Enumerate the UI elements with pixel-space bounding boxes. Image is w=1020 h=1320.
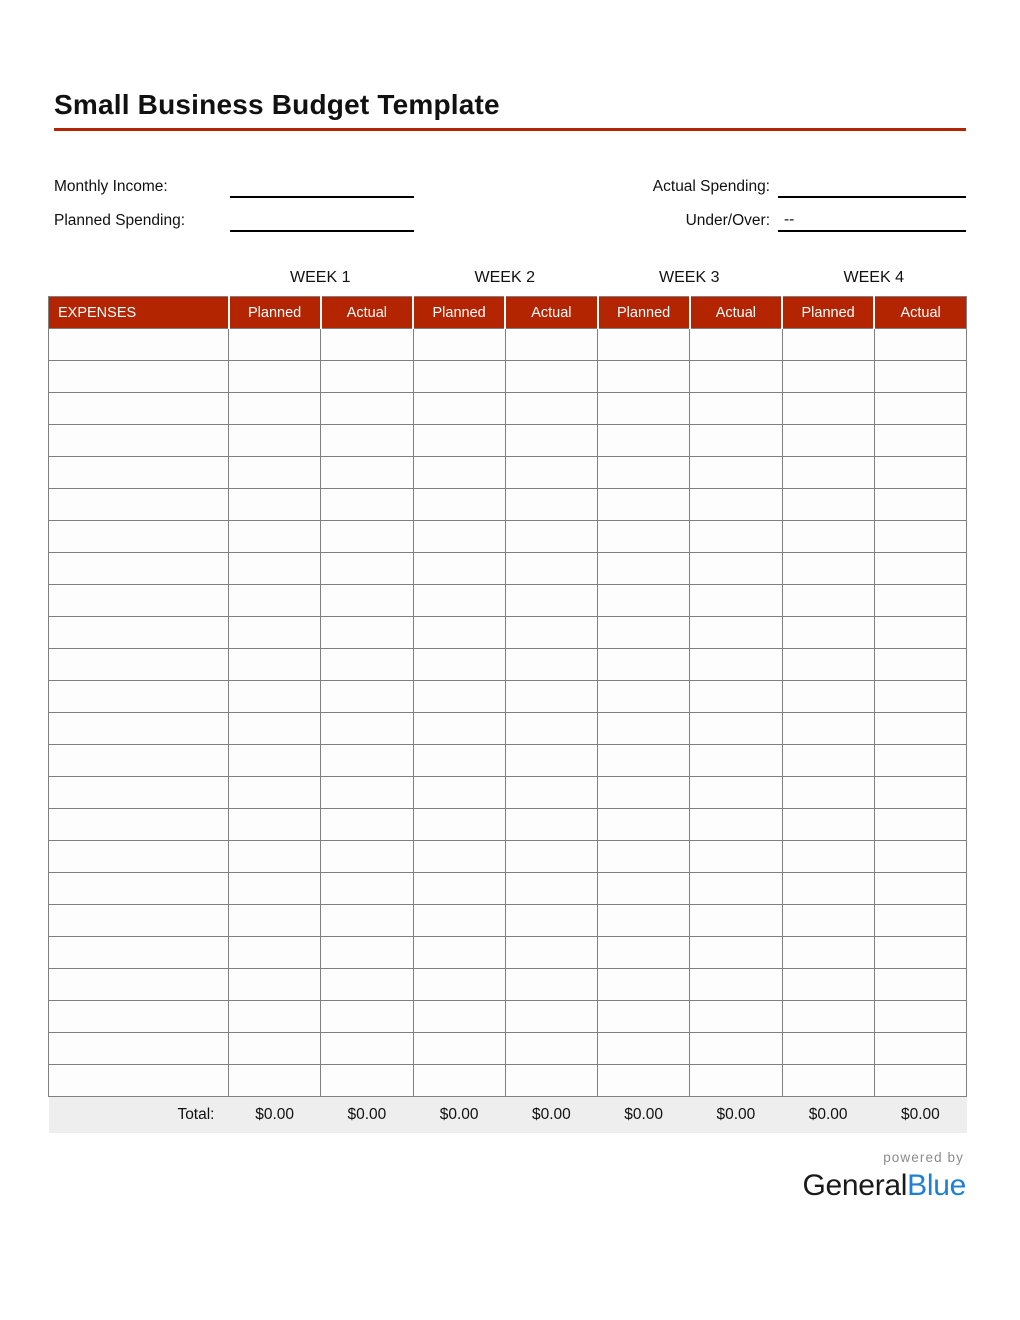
table-row	[49, 393, 967, 425]
amount-cell[interactable]	[505, 393, 597, 425]
amount-cell[interactable]	[690, 777, 782, 809]
column-header-w2-planned: Planned	[413, 297, 505, 329]
table-row	[49, 617, 967, 649]
amount-cell[interactable]	[413, 1001, 505, 1033]
planned-spending-label: Planned Spending:	[54, 212, 186, 229]
amount-cell[interactable]	[505, 521, 597, 553]
amount-cell[interactable]	[874, 809, 966, 841]
amount-cell[interactable]	[321, 841, 413, 873]
table-row	[49, 809, 967, 841]
amount-cell[interactable]	[413, 777, 505, 809]
amount-cell[interactable]	[690, 745, 782, 777]
amount-cell[interactable]	[874, 873, 966, 905]
amount-cell[interactable]	[874, 937, 966, 969]
amount-cell[interactable]	[598, 809, 690, 841]
amount-cell[interactable]	[690, 1033, 782, 1065]
amount-cell[interactable]	[598, 361, 690, 393]
amount-cell[interactable]	[874, 969, 966, 1001]
amount-cell[interactable]	[598, 969, 690, 1001]
amount-cell[interactable]	[598, 713, 690, 745]
expense-name-cell[interactable]	[49, 521, 229, 553]
summary-fields	[54, 168, 966, 238]
amount-cell[interactable]	[598, 777, 690, 809]
table-header-row	[49, 297, 967, 329]
expense-name-cell[interactable]	[49, 937, 229, 969]
amount-cell[interactable]	[782, 521, 874, 553]
amount-cell[interactable]	[874, 905, 966, 937]
expense-name-cell[interactable]	[49, 873, 229, 905]
expense-name-cell[interactable]	[49, 553, 229, 585]
amount-cell[interactable]	[782, 713, 874, 745]
amount-cell[interactable]	[782, 809, 874, 841]
expense-name-cell[interactable]	[49, 745, 229, 777]
amount-cell[interactable]	[782, 969, 874, 1001]
table-row	[49, 745, 967, 777]
amount-cell[interactable]	[229, 873, 321, 905]
total-w4-planned: $0.00	[782, 1097, 874, 1134]
actual-spending-input[interactable]	[778, 176, 966, 198]
amount-cell[interactable]	[690, 361, 782, 393]
amount-cell[interactable]	[505, 1065, 597, 1097]
amount-cell[interactable]	[874, 1001, 966, 1033]
amount-cell[interactable]	[690, 1065, 782, 1097]
table-row	[49, 329, 967, 361]
amount-cell[interactable]	[321, 777, 413, 809]
expense-name-cell[interactable]	[49, 489, 229, 521]
amount-cell[interactable]	[690, 937, 782, 969]
planned-spending-input[interactable]	[230, 210, 414, 232]
amount-cell[interactable]	[229, 585, 321, 617]
expense-name-cell[interactable]	[49, 1001, 229, 1033]
amount-cell[interactable]	[782, 361, 874, 393]
amount-cell[interactable]	[874, 841, 966, 873]
actual-spending-row	[612, 168, 966, 198]
amount-cell[interactable]	[413, 937, 505, 969]
amount-cell[interactable]	[782, 393, 874, 425]
amount-cell[interactable]	[413, 1065, 505, 1097]
amount-cell[interactable]	[782, 585, 874, 617]
table-row	[49, 425, 967, 457]
amount-cell[interactable]	[874, 361, 966, 393]
amount-cell[interactable]	[782, 617, 874, 649]
totals-label: Total:	[49, 1097, 229, 1134]
amount-cell[interactable]	[321, 329, 413, 361]
amount-cell[interactable]	[598, 681, 690, 713]
amount-cell[interactable]	[413, 681, 505, 713]
expense-name-cell[interactable]	[49, 585, 229, 617]
amount-cell[interactable]	[690, 713, 782, 745]
table-row	[49, 1001, 967, 1033]
amount-cell[interactable]	[690, 521, 782, 553]
amount-cell[interactable]	[413, 1033, 505, 1065]
amount-cell[interactable]	[505, 681, 597, 713]
amount-cell[interactable]	[690, 425, 782, 457]
table-row	[49, 457, 967, 489]
amount-cell[interactable]	[874, 585, 966, 617]
amount-cell[interactable]	[690, 457, 782, 489]
amount-cell[interactable]	[598, 521, 690, 553]
amount-cell[interactable]	[413, 969, 505, 1001]
amount-cell[interactable]	[874, 553, 966, 585]
amount-cell[interactable]	[690, 809, 782, 841]
amount-cell[interactable]	[598, 937, 690, 969]
table-row	[49, 649, 967, 681]
table-row	[49, 361, 967, 393]
total-w1-actual: $0.00	[321, 1097, 413, 1134]
amount-cell[interactable]	[874, 681, 966, 713]
week-label-4: WEEK 4	[843, 269, 904, 286]
table-row	[49, 713, 967, 745]
monthly-income-row	[54, 168, 414, 198]
amount-cell[interactable]	[505, 905, 597, 937]
expense-name-cell[interactable]	[49, 841, 229, 873]
amount-cell[interactable]	[229, 905, 321, 937]
amount-cell[interactable]	[782, 841, 874, 873]
amount-cell[interactable]	[782, 457, 874, 489]
amount-cell[interactable]	[229, 713, 321, 745]
amount-cell[interactable]	[229, 1033, 321, 1065]
amount-cell[interactable]	[229, 681, 321, 713]
amount-cell[interactable]	[321, 489, 413, 521]
monthly-income-input[interactable]	[230, 176, 414, 198]
amount-cell[interactable]	[598, 873, 690, 905]
amount-cell[interactable]	[505, 1033, 597, 1065]
amount-cell[interactable]	[505, 937, 597, 969]
brand-name	[760, 1168, 966, 1204]
table-footer	[49, 1097, 967, 1134]
expense-name-cell[interactable]	[49, 681, 229, 713]
column-header-w4-actual: Actual	[874, 297, 966, 329]
amount-cell[interactable]	[413, 553, 505, 585]
column-header-w4-planned: Planned	[782, 297, 874, 329]
page-title: Small Business Budget Template	[54, 89, 500, 120]
week-label-3: WEEK 3	[659, 269, 720, 286]
expense-name-cell[interactable]	[49, 329, 229, 361]
table-body	[49, 329, 967, 1097]
amount-cell[interactable]	[321, 1065, 413, 1097]
amount-cell[interactable]	[229, 937, 321, 969]
under-over-input[interactable]	[778, 210, 966, 232]
table-row	[49, 841, 967, 873]
amount-cell[interactable]	[598, 905, 690, 937]
amount-cell[interactable]	[321, 873, 413, 905]
table-row	[49, 777, 967, 809]
amount-cell[interactable]	[229, 553, 321, 585]
table-row	[49, 1033, 967, 1065]
amount-cell[interactable]	[690, 617, 782, 649]
actual-spending-label: Actual Spending:	[652, 178, 770, 195]
amount-cell[interactable]	[598, 1001, 690, 1033]
generalblue-logo	[760, 1148, 966, 1204]
amount-cell[interactable]	[413, 393, 505, 425]
amount-cell[interactable]	[874, 1033, 966, 1065]
expense-name-cell[interactable]	[49, 969, 229, 1001]
brand-name-blue: Blue	[907, 1169, 966, 1202]
amount-cell[interactable]	[505, 873, 597, 905]
under-over-value: --	[784, 211, 795, 228]
amount-cell[interactable]	[690, 873, 782, 905]
amount-cell[interactable]	[598, 841, 690, 873]
table-row	[49, 585, 967, 617]
amount-cell[interactable]	[690, 905, 782, 937]
amount-cell[interactable]	[413, 745, 505, 777]
week-label-1: WEEK 1	[290, 269, 351, 286]
amount-cell[interactable]	[874, 489, 966, 521]
amount-cell[interactable]	[505, 969, 597, 1001]
amount-cell[interactable]	[229, 1065, 321, 1097]
expense-name-cell[interactable]	[49, 1033, 229, 1065]
amount-cell[interactable]	[690, 329, 782, 361]
amount-cell[interactable]	[321, 681, 413, 713]
powered-by-label: powered by	[883, 1150, 964, 1165]
under-over-label: Under/Over:	[685, 212, 770, 229]
amount-cell[interactable]	[782, 329, 874, 361]
amount-cell[interactable]	[505, 457, 597, 489]
expense-name-cell[interactable]	[49, 1065, 229, 1097]
amount-cell[interactable]	[782, 649, 874, 681]
amount-cell[interactable]	[782, 1001, 874, 1033]
amount-cell[interactable]	[782, 681, 874, 713]
amount-cell[interactable]	[598, 393, 690, 425]
amount-cell[interactable]	[598, 745, 690, 777]
amount-cell[interactable]	[229, 841, 321, 873]
total-w2-actual: $0.00	[505, 1097, 597, 1134]
amount-cell[interactable]	[874, 521, 966, 553]
amount-cell[interactable]	[505, 489, 597, 521]
amount-cell[interactable]	[413, 809, 505, 841]
amount-cell[interactable]	[782, 1065, 874, 1097]
amount-cell[interactable]	[598, 425, 690, 457]
expense-name-cell[interactable]	[49, 809, 229, 841]
amount-cell[interactable]	[229, 361, 321, 393]
amount-cell[interactable]	[321, 745, 413, 777]
amount-cell[interactable]	[690, 681, 782, 713]
amount-cell[interactable]	[598, 553, 690, 585]
amount-cell[interactable]	[782, 553, 874, 585]
amount-cell[interactable]	[321, 553, 413, 585]
amount-cell[interactable]	[413, 361, 505, 393]
amount-cell[interactable]	[874, 425, 966, 457]
amount-cell[interactable]	[690, 393, 782, 425]
amount-cell[interactable]	[782, 425, 874, 457]
column-header-w1-actual: Actual	[321, 297, 413, 329]
amount-cell[interactable]	[505, 329, 597, 361]
table-row	[49, 489, 967, 521]
expense-name-cell[interactable]	[49, 361, 229, 393]
amount-cell[interactable]	[690, 969, 782, 1001]
amount-cell[interactable]	[690, 841, 782, 873]
amount-cell[interactable]	[874, 713, 966, 745]
amount-cell[interactable]	[782, 777, 874, 809]
title-block	[54, 86, 966, 131]
amount-cell[interactable]	[229, 617, 321, 649]
amount-cell[interactable]	[413, 873, 505, 905]
amount-cell[interactable]	[874, 745, 966, 777]
table-row	[49, 905, 967, 937]
amount-cell[interactable]	[505, 1001, 597, 1033]
amount-cell[interactable]	[874, 649, 966, 681]
expense-name-cell[interactable]	[49, 617, 229, 649]
expense-name-cell[interactable]	[49, 649, 229, 681]
amount-cell[interactable]	[874, 1065, 966, 1097]
amount-cell[interactable]	[505, 745, 597, 777]
amount-cell[interactable]	[321, 713, 413, 745]
amount-cell[interactable]	[321, 905, 413, 937]
amount-cell[interactable]	[505, 841, 597, 873]
amount-cell[interactable]	[229, 425, 321, 457]
amount-cell[interactable]	[229, 521, 321, 553]
amount-cell[interactable]	[321, 361, 413, 393]
amount-cell[interactable]	[229, 489, 321, 521]
expense-name-cell[interactable]	[49, 425, 229, 457]
amount-cell[interactable]	[229, 1001, 321, 1033]
amount-cell[interactable]	[598, 457, 690, 489]
totals-row	[49, 1097, 967, 1134]
total-w2-planned: $0.00	[413, 1097, 505, 1134]
total-w3-planned: $0.00	[598, 1097, 690, 1134]
amount-cell[interactable]	[874, 329, 966, 361]
amount-cell[interactable]	[229, 745, 321, 777]
amount-cell[interactable]	[413, 713, 505, 745]
table-row	[49, 1065, 967, 1097]
amount-cell[interactable]	[413, 649, 505, 681]
amount-cell[interactable]	[229, 329, 321, 361]
amount-cell[interactable]	[782, 873, 874, 905]
amount-cell[interactable]	[229, 777, 321, 809]
amount-cell[interactable]	[690, 489, 782, 521]
title-divider	[54, 128, 966, 131]
planned-spending-row	[54, 202, 414, 232]
amount-cell[interactable]	[321, 937, 413, 969]
amount-cell[interactable]	[782, 1033, 874, 1065]
table-header	[49, 297, 967, 329]
amount-cell[interactable]	[413, 841, 505, 873]
amount-cell[interactable]	[505, 585, 597, 617]
amount-cell[interactable]	[413, 521, 505, 553]
amount-cell[interactable]	[690, 585, 782, 617]
amount-cell[interactable]	[690, 649, 782, 681]
amount-cell[interactable]	[690, 1001, 782, 1033]
table-row	[49, 553, 967, 585]
amount-cell[interactable]	[413, 457, 505, 489]
amount-cell[interactable]	[505, 649, 597, 681]
amount-cell[interactable]	[874, 617, 966, 649]
amount-cell[interactable]	[321, 457, 413, 489]
expense-name-cell[interactable]	[49, 457, 229, 489]
amount-cell[interactable]	[321, 1001, 413, 1033]
amount-cell[interactable]	[782, 489, 874, 521]
amount-cell[interactable]	[598, 329, 690, 361]
week-header-band	[48, 264, 966, 296]
actual-spending-value	[778, 177, 784, 194]
amount-cell[interactable]	[321, 969, 413, 1001]
column-header-w1-planned: Planned	[229, 297, 321, 329]
week-band-spacer	[48, 264, 228, 296]
amount-cell[interactable]	[505, 777, 597, 809]
amount-cell[interactable]	[598, 617, 690, 649]
amount-cell[interactable]	[229, 809, 321, 841]
under-over-row	[612, 202, 966, 232]
column-header-w2-actual: Actual	[505, 297, 597, 329]
amount-cell[interactable]	[690, 553, 782, 585]
expense-name-cell[interactable]	[49, 393, 229, 425]
amount-cell[interactable]	[321, 425, 413, 457]
total-w4-actual: $0.00	[874, 1097, 966, 1134]
column-header-expenses: EXPENSES	[49, 297, 229, 329]
amount-cell[interactable]	[321, 649, 413, 681]
table-row	[49, 873, 967, 905]
amount-cell[interactable]	[229, 457, 321, 489]
amount-cell[interactable]	[321, 521, 413, 553]
amount-cell[interactable]	[413, 905, 505, 937]
brand-name-general: General	[802, 1169, 908, 1202]
amount-cell[interactable]	[413, 489, 505, 521]
amount-cell[interactable]	[505, 713, 597, 745]
week-label-2: WEEK 2	[474, 269, 535, 286]
monthly-income-label: Monthly Income:	[54, 178, 168, 195]
table-row	[49, 681, 967, 713]
amount-cell[interactable]	[598, 649, 690, 681]
table-row	[49, 969, 967, 1001]
amount-cell[interactable]	[321, 1033, 413, 1065]
amount-cell[interactable]	[229, 969, 321, 1001]
amount-cell[interactable]	[505, 361, 597, 393]
amount-cell[interactable]	[229, 393, 321, 425]
amount-cell[interactable]	[229, 649, 321, 681]
amount-cell[interactable]	[413, 425, 505, 457]
amount-cell[interactable]	[598, 489, 690, 521]
planned-spending-value	[230, 211, 236, 228]
amount-cell[interactable]	[505, 553, 597, 585]
table-row	[49, 937, 967, 969]
amount-cell[interactable]	[598, 1033, 690, 1065]
monthly-income-value	[230, 177, 236, 194]
amount-cell[interactable]	[874, 777, 966, 809]
column-header-w3-planned: Planned	[598, 297, 690, 329]
amount-cell[interactable]	[782, 745, 874, 777]
amount-cell[interactable]	[505, 617, 597, 649]
table-row	[49, 521, 967, 553]
amount-cell[interactable]	[413, 585, 505, 617]
amount-cell[interactable]	[782, 937, 874, 969]
amount-cell[interactable]	[782, 905, 874, 937]
expense-name-cell[interactable]	[49, 777, 229, 809]
amount-cell[interactable]	[321, 617, 413, 649]
amount-cell[interactable]	[505, 809, 597, 841]
amount-cell[interactable]	[505, 425, 597, 457]
amount-cell[interactable]	[598, 1065, 690, 1097]
column-header-w3-actual: Actual	[690, 297, 782, 329]
amount-cell[interactable]	[321, 809, 413, 841]
amount-cell[interactable]	[321, 585, 413, 617]
total-w1-planned: $0.00	[229, 1097, 321, 1134]
amount-cell[interactable]	[413, 617, 505, 649]
amount-cell[interactable]	[874, 393, 966, 425]
amount-cell[interactable]	[413, 329, 505, 361]
budget-table	[48, 296, 967, 1133]
amount-cell[interactable]	[874, 457, 966, 489]
total-w3-actual: $0.00	[690, 1097, 782, 1134]
amount-cell[interactable]	[598, 585, 690, 617]
amount-cell[interactable]	[321, 393, 413, 425]
expense-name-cell[interactable]	[49, 713, 229, 745]
expense-name-cell[interactable]	[49, 905, 229, 937]
